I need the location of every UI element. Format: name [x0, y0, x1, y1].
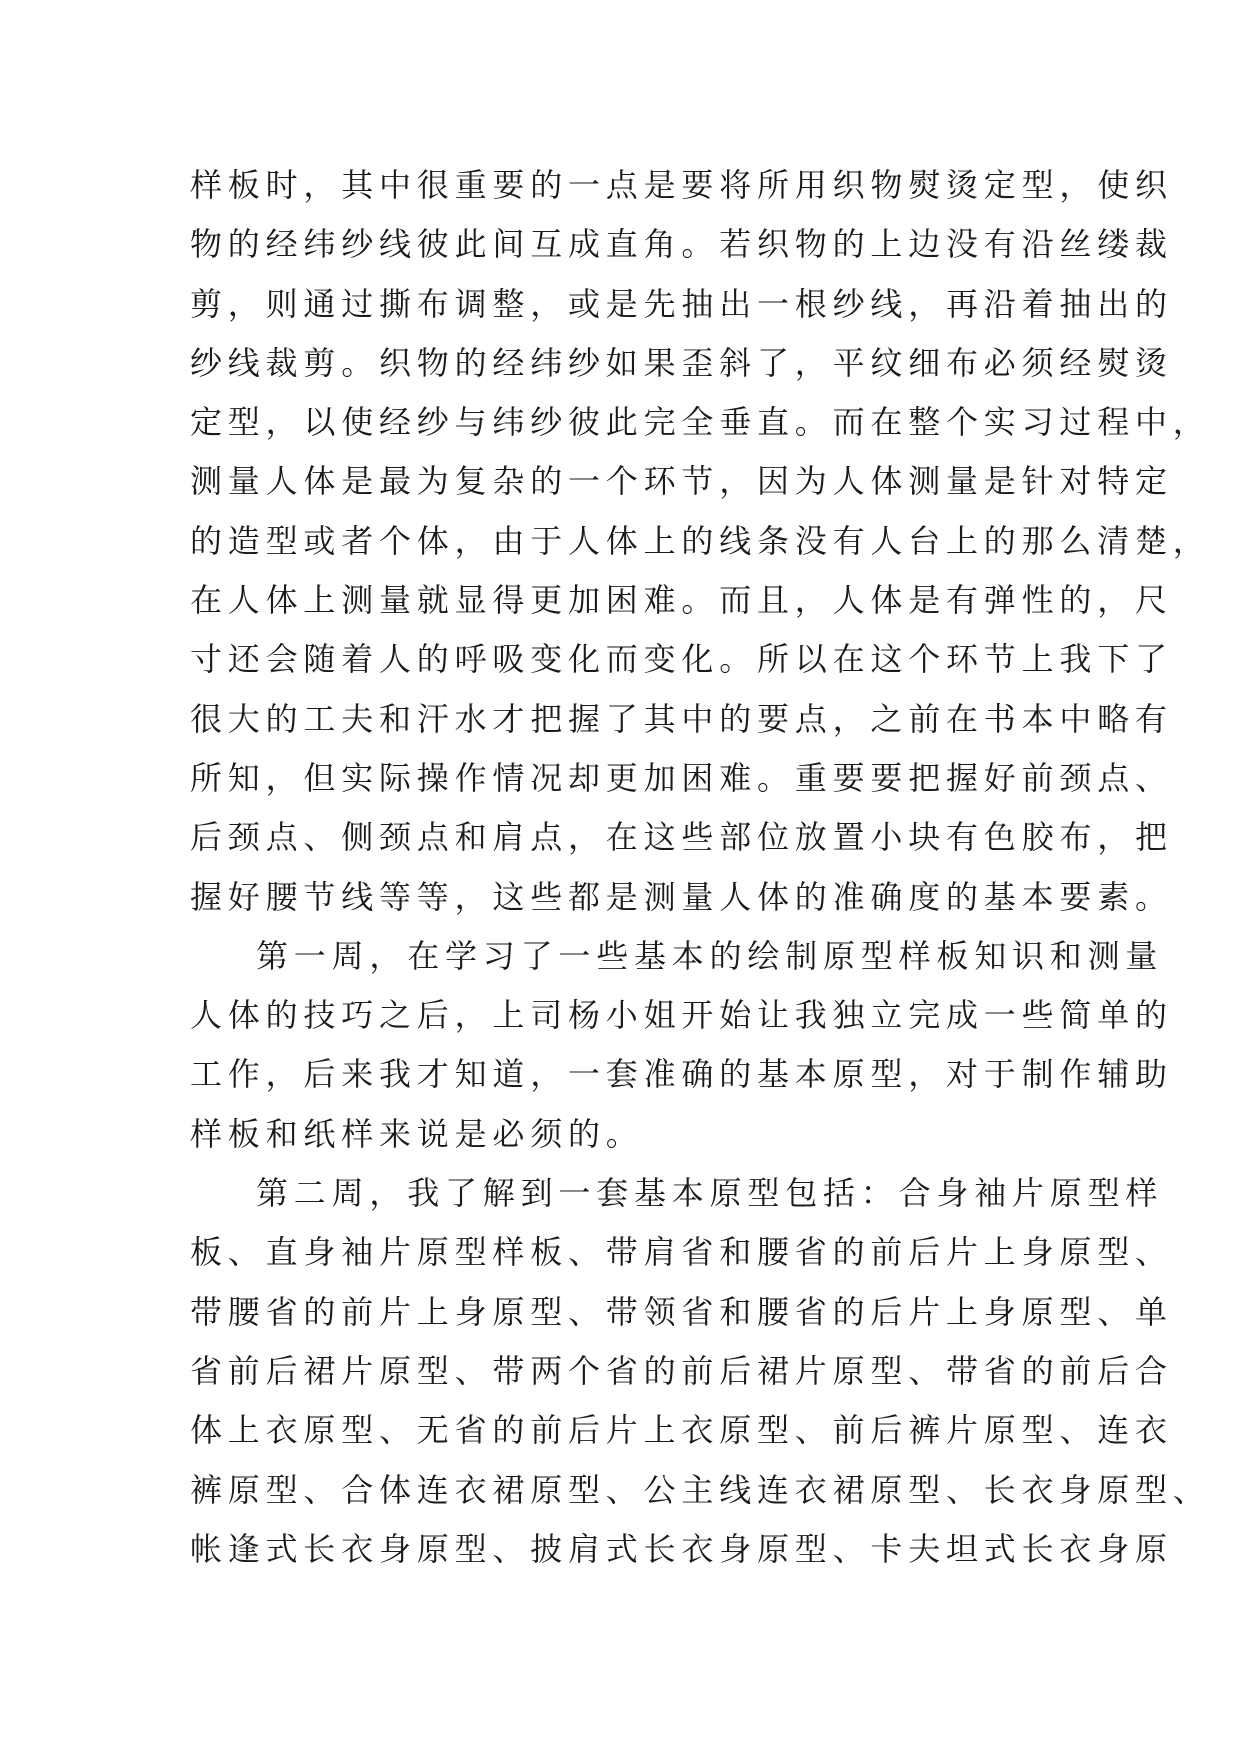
- text-line: 裤原型、合体连衣裙原型、公主线连衣裙原型、长衣身原型、: [190, 1470, 1211, 1509]
- paragraph-first-line: 第一周，在学习了一些基本的绘制原型样板知识和测量: [256, 936, 1164, 975]
- text-line: 人体的技巧之后，上司杨小姐开始让我独立完成一些简单的: [190, 996, 1173, 1035]
- text-line: 板、直身袖片原型样板、带肩省和腰省的前后片上身原型、: [190, 1233, 1173, 1272]
- text-line: 帐逢式长衣身原型、披肩式长衣身原型、卡夫坦式长衣身原: [190, 1529, 1173, 1568]
- text-line: 剪，则通过撕布调整，或是先抽出一根纱线，再沿着抽出的: [190, 284, 1173, 323]
- text-line: 体上衣原型、无省的前后片上衣原型、前后裤片原型、连衣: [190, 1411, 1173, 1450]
- text-line: 的造型或者个体，由于人体上的线条没有人台上的那么清楚，: [190, 521, 1211, 560]
- text-line: 寸还会随着人的呼吸变化而变化。所以在这个环节上我下了: [190, 640, 1173, 679]
- text-line: 测量人体是最为复杂的一个环节，因为人体测量是针对特定: [190, 462, 1173, 501]
- text-line: 很大的工夫和汗水才把握了其中的要点，之前在书本中略有: [190, 699, 1173, 738]
- text-line: 后颈点、侧颈点和肩点，在这些部位放置小块有色胶布，把: [190, 818, 1173, 857]
- text-line: 样板和纸样来说是必须的。: [190, 1114, 644, 1153]
- text-line: 纱线裁剪。织物的经纬纱如果歪斜了，平纹细布必须经熨烫: [190, 343, 1173, 382]
- text-line: 物的经纬纱线彼此间互成直角。若织物的上边没有沿丝缕裁: [190, 225, 1173, 264]
- text-line: 工作，后来我才知道，一套准确的基本原型，对于制作辅助: [190, 1055, 1173, 1094]
- paragraph-first-line: 第二周，我了解到一套基本原型包括：合身袖片原型样: [256, 1174, 1164, 1213]
- text-line: 样板时，其中很重要的一点是要将所用织物熨烫定型，使织: [190, 166, 1173, 204]
- text-line: 握好腰节线等等，这些都是测量人体的准确度的基本要素。: [190, 877, 1173, 916]
- text-line: 所知，但实际操作情况却更加困难。重要要把握好前颈点、: [190, 758, 1173, 797]
- text-line: 省前后裙片原型、带两个省的前后裙片原型、带省的前后合: [190, 1351, 1173, 1390]
- body-text: [190, 156, 1211, 1579]
- text-line: 带腰省的前片上身原型、带领省和腰省的后片上身原型、单: [190, 1292, 1173, 1331]
- text-line: 在人体上测量就显得更加困难。而且，人体是有弹性的，尺: [190, 581, 1173, 620]
- text-line: 定型，以使经纱与纬纱彼此完全垂直。而在整个实习过程中，: [190, 403, 1211, 442]
